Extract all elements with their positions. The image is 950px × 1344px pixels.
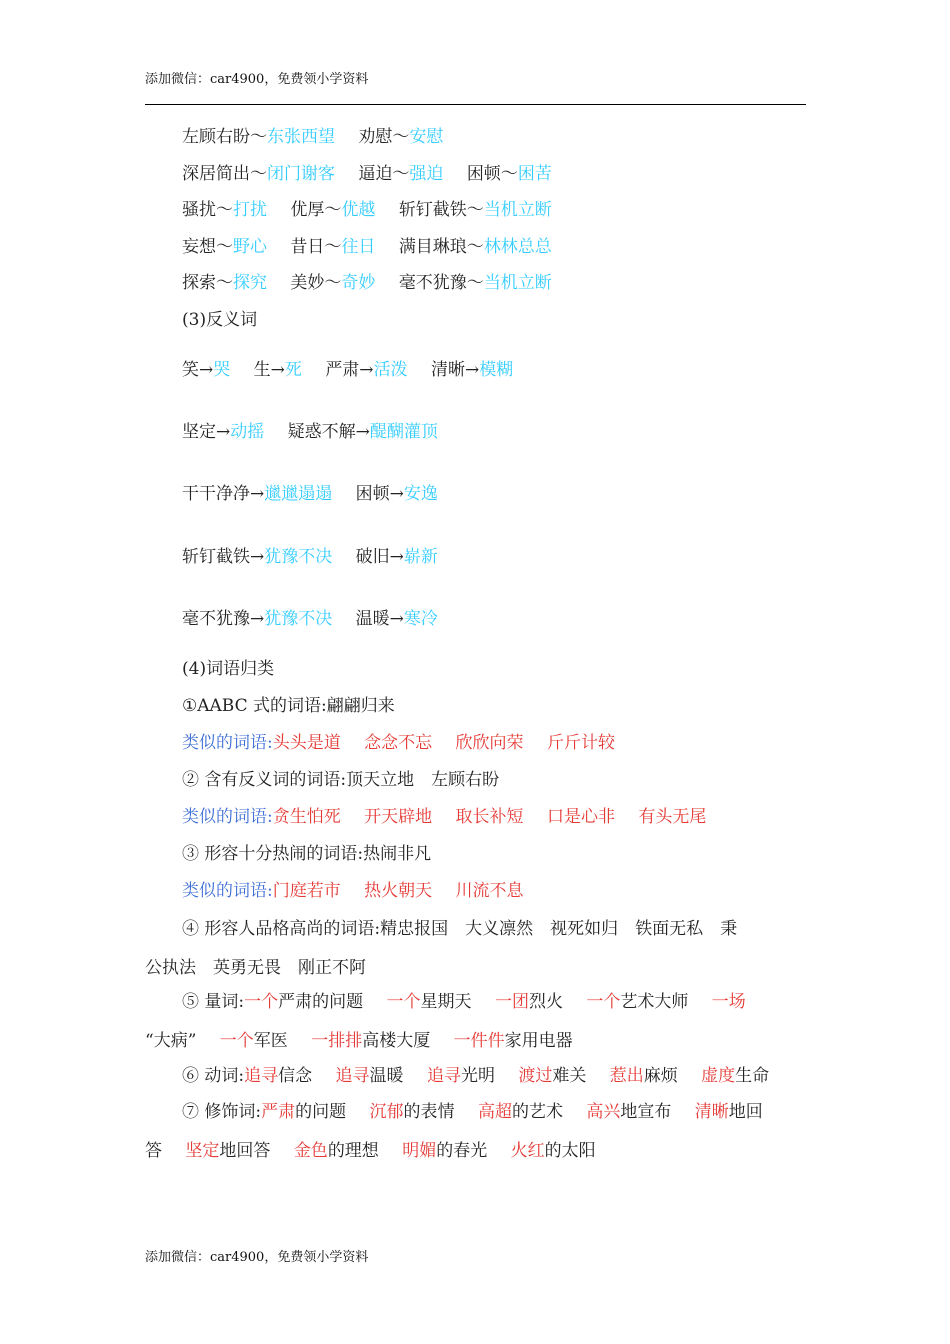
measure-word: 一排排	[311, 1031, 363, 1051]
antonym: 邋邋遢遢	[264, 484, 333, 504]
similar-word: 头头是道	[272, 733, 341, 753]
phrase: 地回	[728, 1102, 763, 1122]
word: 坚定→	[182, 422, 231, 442]
word: 左顾右盼～	[182, 127, 267, 147]
item1-similar	[182, 732, 615, 754]
header-rule	[145, 104, 806, 105]
item5-line1	[182, 991, 746, 1013]
noun: “大病”	[145, 1031, 197, 1051]
measure-word: 一个	[244, 992, 279, 1012]
word: 清晰→	[430, 360, 480, 380]
phrase: 的问题	[295, 1102, 347, 1122]
similar-word: 口是心非	[546, 807, 615, 827]
synonym: 强迫	[409, 164, 444, 184]
synonym-row-3	[182, 199, 552, 221]
item7-line2	[145, 1140, 596, 1162]
antonym: 寒冷	[403, 609, 438, 629]
word: 笑→	[182, 360, 214, 380]
object: 生命	[735, 1066, 770, 1086]
phrase: 的艺术	[511, 1102, 563, 1122]
synonym: 当机立断	[483, 273, 552, 293]
item5-line2	[145, 1030, 573, 1052]
noun: 星期天	[420, 992, 472, 1012]
word: 困顿～	[466, 164, 518, 184]
measure-word: 一个	[219, 1031, 254, 1051]
item-label: ⑤ 量词:	[182, 992, 245, 1012]
verb: 追寻	[335, 1066, 370, 1086]
similar-word: 斤斤计较	[546, 733, 615, 753]
item2-title: ② 含有反义词的词语:顶天立地 左顾右盼	[182, 770, 500, 790]
antonym: 死	[284, 360, 302, 380]
word: 斩钉截铁～	[398, 200, 484, 220]
noun: 高楼大厦	[362, 1031, 431, 1051]
phrase: 的春光	[436, 1141, 488, 1161]
antonym: 犹豫不决	[264, 547, 333, 567]
word: 毫不犹豫～	[398, 273, 484, 293]
object: 麻烦	[643, 1066, 678, 1086]
word: 满目琳琅～	[398, 237, 484, 257]
antonym: 犹豫不决	[264, 609, 333, 629]
noun: 艺术大师	[620, 992, 689, 1012]
word: 疑惑不解→	[287, 422, 370, 442]
item1-title: ①AABC 式的词语:翩翩归来	[182, 696, 395, 716]
noun: 家用电器	[504, 1031, 573, 1051]
similar-word: 热火朝天	[364, 881, 433, 901]
item4-line2: 公执法 英勇无畏 刚正不阿	[145, 958, 366, 978]
antonym-row-4	[182, 546, 438, 568]
synonym: 困苦	[517, 164, 552, 184]
similar-label: 类似的词语:	[182, 733, 273, 753]
item3-similar	[182, 880, 524, 902]
synonym: 闭门谢客	[267, 164, 335, 184]
object: 信念	[278, 1066, 313, 1086]
antonym: 模糊	[479, 360, 514, 380]
verb: 虚度	[701, 1066, 736, 1086]
synonym-row-1	[182, 126, 443, 148]
antonym: 崭新	[403, 547, 438, 567]
synonym: 安慰	[409, 127, 444, 147]
page-header: 添加微信：car4900，免费领小学资料	[145, 72, 369, 87]
noun: 严肃的问题	[278, 992, 364, 1012]
similar-word: 念念不忘	[364, 733, 433, 753]
antonym: 活泼	[373, 360, 408, 380]
word: 破旧→	[355, 547, 404, 567]
phrase: 的理想	[327, 1141, 379, 1161]
synonym: 往日	[341, 237, 376, 257]
modifier: 清晰	[694, 1102, 729, 1122]
synonym-row-5	[182, 272, 552, 294]
word: 斩钉截铁→	[182, 547, 265, 567]
word: 困顿→	[355, 484, 404, 504]
modifier: 高超	[477, 1102, 512, 1122]
word: 劝慰～	[358, 127, 410, 147]
object: 温暖	[369, 1066, 404, 1086]
modifier: 严肃	[261, 1102, 296, 1122]
antonym-row-2	[182, 421, 438, 443]
item3-title: ③ 形容十分热闹的词语:热闹非凡	[182, 844, 432, 864]
word: 妄想～	[182, 237, 233, 257]
classify-title: (4)词语归类	[182, 659, 275, 679]
item4-line1: ④ 形容人品格高尚的词语:精忠报国 大义凛然 视死如归 铁面无私 秉	[182, 919, 738, 939]
noun: 烈火	[528, 992, 563, 1012]
antonym-row-1	[182, 359, 513, 381]
synonym: 当机立断	[483, 200, 552, 220]
modifier: 沉郁	[369, 1102, 404, 1122]
page-footer: 添加微信：car4900，免费领小学资料	[145, 1250, 369, 1265]
synonym: 打扰	[233, 200, 267, 220]
similar-word: 欣欣向荣	[455, 733, 524, 753]
antonym: 动摇	[230, 422, 265, 442]
synonym: 野心	[233, 237, 267, 257]
similar-label: 类似的词语:	[182, 881, 273, 901]
similar-word: 有头无尾	[638, 807, 707, 827]
noun: 军医	[253, 1031, 288, 1051]
verb: 追寻	[244, 1066, 279, 1086]
phrase: 地宣布	[620, 1102, 672, 1122]
similar-word: 取长补短	[455, 807, 524, 827]
similar-word: 贪生怕死	[272, 807, 341, 827]
item-label: ⑥ 动词:	[182, 1066, 245, 1086]
verb: 追寻	[426, 1066, 461, 1086]
word: 优厚～	[290, 200, 342, 220]
similar-word: 川流不息	[455, 881, 524, 901]
item2-similar	[182, 806, 706, 828]
phrase: 的太阳	[544, 1141, 596, 1161]
modifier: 明媚	[402, 1141, 437, 1161]
synonym: 优越	[341, 200, 376, 220]
similar-word: 门庭若市	[272, 881, 341, 901]
antonym-row-3	[182, 483, 438, 505]
phrase: 的表情	[403, 1102, 455, 1122]
item7-line1	[182, 1101, 763, 1123]
word: 美妙～	[290, 273, 342, 293]
synonym: 东张西望	[267, 127, 335, 147]
object: 光明	[460, 1066, 495, 1086]
synonym: 奇妙	[341, 273, 376, 293]
similar-label: 类似的词语:	[182, 807, 273, 827]
modifier: 火红	[510, 1141, 545, 1161]
word: 温暖→	[355, 609, 404, 629]
antonym-title: (3)反义词	[182, 310, 258, 330]
modifier: 高兴	[586, 1102, 621, 1122]
word: 严肃→	[325, 360, 374, 380]
object: 难关	[552, 1066, 587, 1086]
similar-word: 开天辟地	[364, 807, 433, 827]
antonym-row-5	[182, 608, 438, 630]
synonym-row-4	[182, 236, 552, 258]
antonym: 安逸	[403, 484, 438, 504]
word: 骚扰～	[182, 200, 233, 220]
phrase: 答	[145, 1141, 162, 1161]
antonym: 哭	[213, 360, 231, 380]
measure-word: 一场	[711, 992, 746, 1012]
word: 探索～	[182, 273, 233, 293]
synonym-row-2	[182, 163, 552, 185]
word: 深居简出～	[182, 164, 267, 184]
verb: 惹出	[609, 1066, 644, 1086]
verb: 渡过	[518, 1066, 553, 1086]
modifier: 坚定	[185, 1141, 220, 1161]
antonym: 醍醐灌顶	[369, 422, 438, 442]
item-label: ⑦ 修饰词:	[182, 1102, 262, 1122]
word: 生→	[253, 360, 285, 380]
measure-word: 一团	[494, 992, 529, 1012]
word: 干干净净→	[182, 484, 265, 504]
synonym: 林林总总	[483, 237, 552, 257]
measure-word: 一个	[586, 992, 621, 1012]
phrase: 地回答	[219, 1141, 271, 1161]
synonym: 探究	[233, 273, 267, 293]
measure-word: 一件件	[453, 1031, 505, 1051]
item6-line	[182, 1065, 769, 1087]
modifier: 金色	[293, 1141, 328, 1161]
word: 逼迫～	[358, 164, 410, 184]
word: 毫不犹豫→	[182, 609, 265, 629]
word: 昔日～	[290, 237, 342, 257]
measure-word: 一个	[386, 992, 421, 1012]
